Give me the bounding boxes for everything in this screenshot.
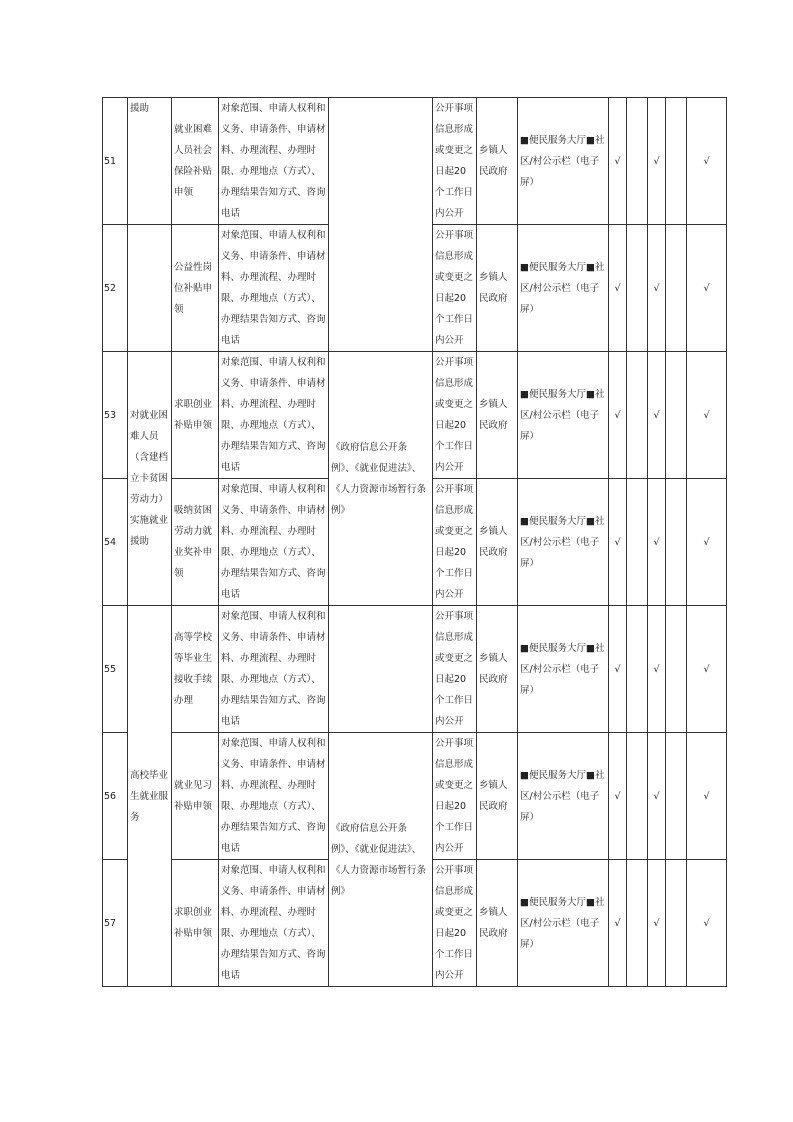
- row-number-cell: 51: [103, 98, 128, 225]
- check-cell: √: [687, 98, 727, 225]
- channel-cell: ■便民服务大厅■社区/村公示栏（电子屏）: [518, 479, 609, 606]
- channel-cell: ■便民服务大厅■社区/村公示栏（电子屏）: [518, 98, 609, 225]
- check-cell: √: [609, 352, 627, 479]
- check-cell: [666, 860, 687, 987]
- check-cell: √: [687, 606, 727, 733]
- check-cell: √: [609, 606, 627, 733]
- check-cell: √: [687, 352, 727, 479]
- item-name-cell: 求职创业补贴申领: [172, 352, 219, 479]
- check-cell: [666, 479, 687, 606]
- basis-cell: 《政府信息公开条例》、《就业促进法》、《人力资源市场暂行条例》: [329, 352, 433, 606]
- check-cell: √: [648, 479, 666, 606]
- content-cell: 对象范围、申请人权利和义务、申请条件、申请材料、办理流程、办理时限、办理地点（方式）、办理结果告知方式、咨询电话: [219, 479, 329, 606]
- table-row: [103, 606, 727, 733]
- check-cell: √: [648, 225, 666, 352]
- check-cell: [627, 352, 648, 479]
- row-number-cell: 56: [103, 733, 128, 860]
- subject-cell: 乡镇人民政府: [477, 98, 518, 225]
- time-limit-cell: 公开事项信息形成或变更之日起20个工作日内公开: [433, 733, 477, 860]
- table-body: [103, 98, 727, 987]
- item-name-cell: 就业见习补贴申领: [172, 733, 219, 860]
- check-cell: √: [648, 606, 666, 733]
- channel-cell: ■便民服务大厅■社区/村公示栏（电子屏）: [518, 733, 609, 860]
- channel-cell: ■便民服务大厅■社区/村公示栏（电子屏）: [518, 860, 609, 987]
- check-cell: √: [687, 479, 727, 606]
- content-cell: 对象范围、申请人权利和义务、申请条件、申请材料、办理流程、办理时限、办理地点（方式）、办理结果告知方式、咨询电话: [219, 98, 329, 225]
- category-cell: [128, 225, 172, 352]
- subject-cell: 乡镇人民政府: [477, 733, 518, 860]
- subject-cell: 乡镇人民政府: [477, 606, 518, 733]
- check-cell: [627, 225, 648, 352]
- row-number-cell: 54: [103, 479, 128, 606]
- content-cell: 对象范围、申请人权利和义务、申请条件、申请材料、办理流程、办理时限、办理地点（方式）、办理结果告知方式、咨询电话: [219, 860, 329, 987]
- item-name-cell: 就业困难人员社会保险补贴申领: [172, 98, 219, 225]
- check-cell: [666, 606, 687, 733]
- time-limit-cell: 公开事项信息形成或变更之日起20个工作日内公开: [433, 606, 477, 733]
- subject-cell: 乡镇人民政府: [477, 352, 518, 479]
- basis-cell: [329, 98, 433, 352]
- check-cell: [627, 606, 648, 733]
- item-name-cell: 公益性岗位补贴申领: [172, 225, 219, 352]
- category-cell: 援助: [128, 98, 172, 225]
- check-cell: [627, 860, 648, 987]
- subject-cell: 乡镇人民政府: [477, 860, 518, 987]
- channel-cell: ■便民服务大厅■社区/村公示栏（电子屏）: [518, 225, 609, 352]
- time-limit-cell: 公开事项信息形成或变更之日起20个工作日内公开: [433, 860, 477, 987]
- disclosure-table: [102, 97, 727, 987]
- check-cell: √: [609, 225, 627, 352]
- check-cell: √: [648, 98, 666, 225]
- item-name-cell: 求职创业补贴申领: [172, 860, 219, 987]
- row-number-cell: 57: [103, 860, 128, 987]
- check-cell: [627, 98, 648, 225]
- check-cell: [627, 479, 648, 606]
- subject-cell: 乡镇人民政府: [477, 225, 518, 352]
- row-number-cell: 52: [103, 225, 128, 352]
- subject-cell: 乡镇人民政府: [477, 479, 518, 606]
- check-cell: [666, 98, 687, 225]
- check-cell: [666, 225, 687, 352]
- row-number-cell: 55: [103, 606, 128, 733]
- content-cell: 对象范围、申请人权利和义务、申请条件、申请材料、办理流程、办理时限、办理地点（方式）、办理结果告知方式、咨询电话: [219, 225, 329, 352]
- check-cell: √: [687, 733, 727, 860]
- check-cell: √: [687, 860, 727, 987]
- channel-cell: ■便民服务大厅■社区/村公示栏（电子屏）: [518, 352, 609, 479]
- check-cell: √: [609, 98, 627, 225]
- check-cell: √: [609, 479, 627, 606]
- table-row: [103, 98, 727, 225]
- table-row: [103, 733, 727, 860]
- time-limit-cell: 公开事项信息形成或变更之日起20个工作日内公开: [433, 98, 477, 225]
- content-cell: 对象范围、申请人权利和义务、申请条件、申请材料、办理流程、办理时限、办理地点（方式）、办理结果告知方式、咨询电话: [219, 733, 329, 860]
- basis-cell: [329, 606, 433, 733]
- check-cell: √: [648, 733, 666, 860]
- check-cell: [627, 733, 648, 860]
- time-limit-cell: 公开事项信息形成或变更之日起20个工作日内公开: [433, 479, 477, 606]
- item-name-cell: 高等学校等毕业生接收手续办理: [172, 606, 219, 733]
- time-limit-cell: 公开事项信息形成或变更之日起20个工作日内公开: [433, 352, 477, 479]
- item-name-cell: 吸纳贫困劳动力就业奖补申领: [172, 479, 219, 606]
- category-cell: 高校毕业生就业服务: [128, 606, 172, 987]
- channel-cell: ■便民服务大厅■社区/村公示栏（电子屏）: [518, 606, 609, 733]
- check-cell: √: [687, 225, 727, 352]
- check-cell: [666, 352, 687, 479]
- check-cell: √: [648, 352, 666, 479]
- check-cell: √: [609, 733, 627, 860]
- check-cell: √: [648, 860, 666, 987]
- time-limit-cell: 公开事项信息形成或变更之日起20个工作日内公开: [433, 225, 477, 352]
- check-cell: [666, 733, 687, 860]
- content-cell: 对象范围、申请人权利和义务、申请条件、申请材料、办理流程、办理时限、办理地点（方式）、办理结果告知方式、咨询电话: [219, 352, 329, 479]
- table-row: [103, 352, 727, 479]
- category-cell: 对就业困难人员（含建档立卡贫困劳动力）实施就业援助: [128, 352, 172, 606]
- basis-cell: 《政府信息公开条例》、《就业促进法》、《人力资源市场暂行条例》: [329, 733, 433, 987]
- check-cell: √: [609, 860, 627, 987]
- content-cell: 对象范围、申请人权利和义务、申请条件、申请材料、办理流程、办理时限、办理地点（方式）、办理结果告知方式、咨询电话: [219, 606, 329, 733]
- row-number-cell: 53: [103, 352, 128, 479]
